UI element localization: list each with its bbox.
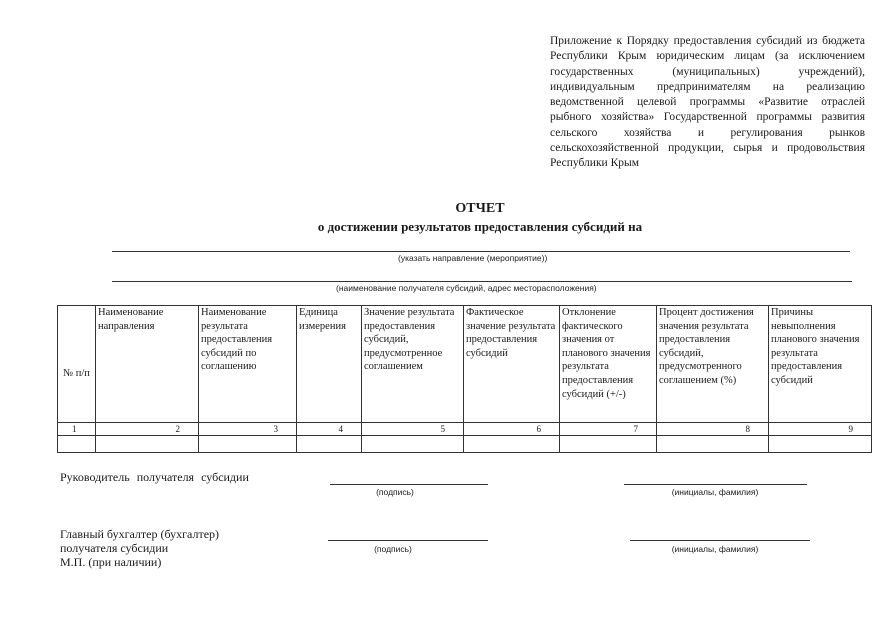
table-cell[interactable] — [199, 436, 297, 453]
table-cell[interactable] — [657, 436, 769, 453]
report-title: ОТЧЕТ — [455, 201, 505, 216]
head-name-caption: (инициалы, фамилия) — [671, 487, 759, 497]
head-label: Руководитель получателя субсидии — [60, 470, 249, 484]
table-cell[interactable] — [560, 436, 657, 453]
direction-caption: (указать направление (мероприятие)) — [398, 253, 548, 263]
col-header-unit: Единица измерения — [297, 306, 362, 423]
stamp-label: М.П. (при наличии) — [60, 555, 162, 569]
accountant-label-line1: Главный бухгалтер (бухгалтер) — [60, 527, 220, 541]
col-number: 1 — [58, 423, 96, 436]
col-number: 8 — [657, 423, 769, 436]
table-cell[interactable] — [96, 436, 199, 453]
col-number: 7 — [560, 423, 657, 436]
table-header-row — [58, 306, 872, 423]
head-name-line[interactable] — [624, 484, 807, 485]
accountant-name-line[interactable] — [630, 540, 810, 541]
col-number: 3 — [199, 423, 297, 436]
col-header-number: № п/п — [58, 306, 96, 423]
accountant-name-caption: (инициалы, фамилия) — [671, 544, 759, 554]
col-number: 6 — [464, 423, 560, 436]
accountant-label-line2: получателя субсидии — [60, 541, 169, 555]
recipient-caption: (наименование получателя субсидий, адрес месторасположения) — [336, 283, 597, 293]
accountant-signature-line[interactable] — [328, 540, 488, 541]
direction-line — [112, 251, 850, 252]
table-cell[interactable] — [464, 436, 560, 453]
table-cell[interactable] — [362, 436, 464, 453]
col-number: 2 — [96, 423, 199, 436]
report-table — [57, 305, 872, 453]
recipient-line — [112, 281, 852, 282]
col-header-planned-value: Значение результата предоставления субсидий, предусмотренное соглашением — [362, 306, 464, 423]
col-header-deviation: Отклонение фактического значения от планового значения результата предоставления субсидий (+/-) — [560, 306, 657, 423]
appendix-note: Приложение к Порядку предоставления субсидий из бюджета Республики Крым юридическим лицам (за исключением государственных (муниципальных) учреждений), индивидуальным предпринимателям на реализацию ведомственной целевой программы «Развитие отраслей рыбного хозяйства» Государственной программы развития сельского хозяйства и регулирования рынков сельскохозяйственной продукции, сырья и продовольствия Республики Крым — [550, 35, 865, 170]
col-header-direction: Наименование направления — [96, 306, 199, 423]
col-header-reasons: Причины невыполнения планового значения результата предоставления субсидий — [769, 306, 872, 423]
table-cell[interactable] — [297, 436, 362, 453]
report-subtitle: о достижении результатов предоставления субсидий на — [317, 219, 643, 234]
column-number-row — [58, 423, 872, 436]
col-number: 9 — [769, 423, 872, 436]
head-signature-caption: (подпись) — [376, 487, 414, 497]
accountant-signature-caption: (подпись) — [374, 544, 412, 554]
col-header-actual-value: Фактическое значение результата предоставления субсидий — [464, 306, 560, 423]
table-cell[interactable] — [58, 436, 96, 453]
col-header-result-name: Наименование результата предоставления субсидий по соглашению — [199, 306, 297, 423]
col-number: 4 — [297, 423, 362, 436]
table-cell[interactable] — [769, 436, 872, 453]
head-signature-line[interactable] — [330, 484, 488, 485]
table-row — [58, 436, 872, 453]
col-header-percent: Процент достижения значения результата предоставления субсидий, предусмотренного соглашением (%) — [657, 306, 769, 423]
col-number: 5 — [362, 423, 464, 436]
